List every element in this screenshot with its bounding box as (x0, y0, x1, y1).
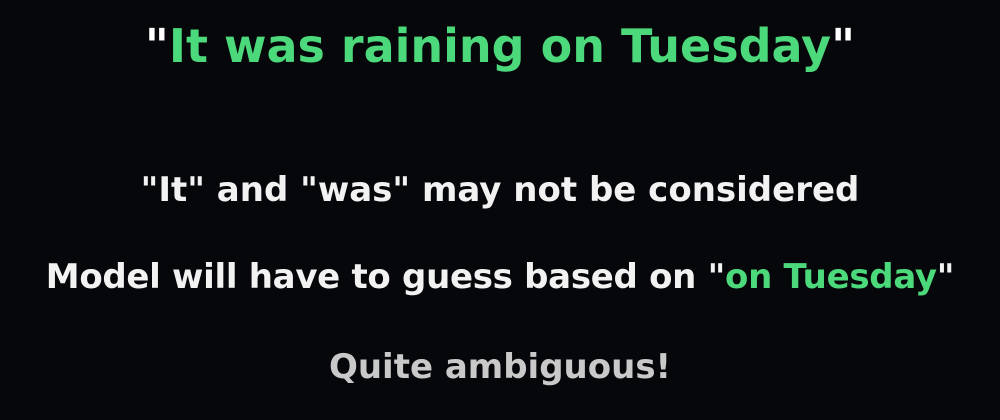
line2-prefix: Model will have to guess based on " (45, 257, 726, 297)
line-it-and-was: "It" and "was" may not be considered (140, 170, 860, 210)
title-quote-close: " (831, 19, 856, 73)
line-model-guess (0, 252, 1000, 302)
title-highlight: It was raining on Tuesday (168, 19, 832, 73)
line2-suffix: " (936, 257, 955, 297)
line2-highlight: on Tuesday (725, 257, 937, 297)
line-ambiguous: Quite ambiguous! (328, 347, 672, 387)
slide-title (0, 14, 1000, 78)
title-quote-open: " (144, 19, 169, 73)
